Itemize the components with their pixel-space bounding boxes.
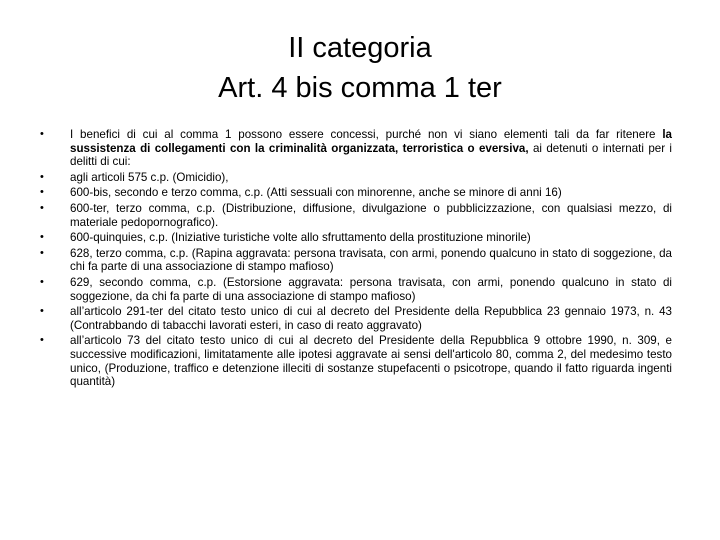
bullet-icon: • xyxy=(40,201,44,214)
list-item xyxy=(40,231,672,245)
list-item xyxy=(40,186,672,200)
bullet-icon: • xyxy=(40,231,44,244)
bullet-icon: • xyxy=(40,246,44,259)
item-text-post: ai detenuti o internati per i delitti di cui: xyxy=(70,141,672,169)
item-text-pre: I benefici di cui al comma 1 possono essere concessi, purché non vi siano elementi tali da far ritenere xyxy=(70,128,663,141)
bullet-icon: • xyxy=(40,186,44,199)
item-text-bold: la sussistenza di collegamenti con la criminalità organizzata, terroristica o eversiva, xyxy=(70,128,672,155)
list-item xyxy=(40,334,672,388)
slide-title xyxy=(0,28,720,108)
title-line-2: Art. 4 bis comma 1 ter xyxy=(218,72,502,104)
bullet-list xyxy=(40,128,672,391)
list-item xyxy=(40,128,672,169)
list-item xyxy=(40,276,672,303)
item-text: all’articolo 73 del citato testo unico di cui al decreto del Presidente della Repubblica 9 ottobre 1990, n. 309, e successive modificazioni, limitatamente alle ipotesi aggravate ai sensi dell'articolo 80, comma 2, del medesimo testo unico, (Produzione, traffico e detenzione illeciti di sostanze stupefacenti o psicotrope, quando il fatto riguarda ingenti quantità) xyxy=(70,334,672,389)
item-text: all’articolo 291-ter del citato testo unico di cui al decreto del Presidente della Repubblica 23 gennaio 1973, n. 43 (Contrabbando di tabacchi lavorati esteri, in caso di reato aggravato) xyxy=(70,305,672,332)
list-item xyxy=(40,247,672,274)
item-text: 600-quinquies, c.p. (Iniziative turistiche volte allo sfruttamento della prostituzione minorile) xyxy=(70,231,531,245)
item-text: 629, secondo comma, c.p. (Estorsione aggravata: persona travisata, con armi, ponendo qualcuno in stato di soggezione, da chi fa parte di una associazione di stampo mafioso) xyxy=(70,275,672,303)
list-item xyxy=(40,202,672,229)
bullet-icon: • xyxy=(40,334,44,347)
bullet-icon: • xyxy=(40,305,44,318)
bullet-icon: • xyxy=(40,170,44,183)
list-item xyxy=(40,171,672,185)
bullet-icon: • xyxy=(40,128,44,140)
title-line-1: II categoria xyxy=(288,32,432,64)
item-text: 628, terzo comma, c.p. (Rapina aggravata: persona travisata, con armi, ponendo qualcuno in stato di soggezione, da chi fa parte di una associazione di stampo mafioso) xyxy=(70,246,672,274)
item-text: agli articoli 575 c.p. (Omicidio), xyxy=(70,170,229,184)
item-text: 600-bis, secondo e terzo comma, c.p. (Atti sessuali con minorenne, anche se minore di anni 16) xyxy=(70,186,562,200)
bullet-icon: • xyxy=(40,275,44,288)
list-item xyxy=(40,305,672,332)
item-text: 600-ter, terzo comma, c.p. (Distribuzione, diffusione, divulgazione o pubblicizzazione, con qualsiasi mezzo, di materiale pedopornografico). xyxy=(70,201,672,229)
